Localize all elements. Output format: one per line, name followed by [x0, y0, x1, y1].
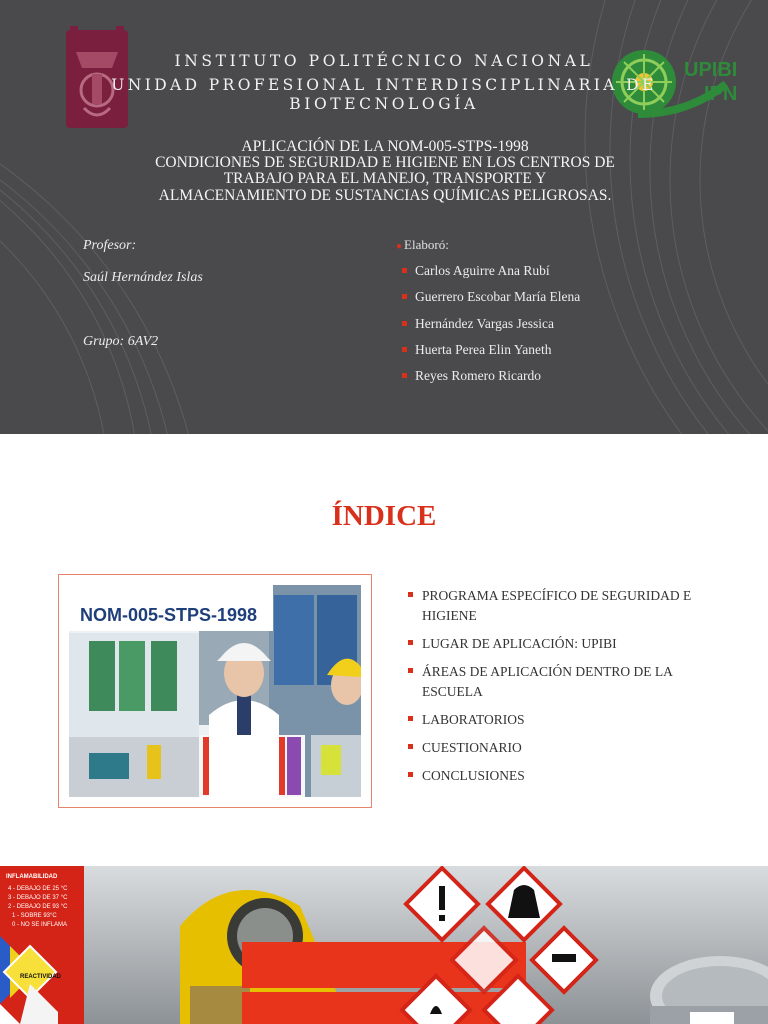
prepared-by-label: Elaboró: [404, 237, 449, 252]
nfpa-line: 2 - DEBAJO DE 93 °C [8, 904, 68, 910]
author-item [402, 341, 580, 367]
nfpa-line: 1 - SOBRE 93°C [12, 913, 57, 919]
title-line-3: TRABAJO PARA EL MANEJO, TRANSPORTE Y [223, 170, 547, 187]
author-name: Reyes Romero Ricardo [415, 368, 541, 384]
nom-image-title: NOM-005-STPS-1998 [80, 605, 258, 625]
index-slide [0, 434, 768, 867]
index-item [408, 766, 728, 786]
bullet-icon: ● [396, 241, 403, 252]
author-name: Carlos Aguirre Ana Rubí [415, 263, 550, 278]
index-item-label: PROGRAMA ESPECÍFICO DE SEGURIDAD E HIGIENE [422, 588, 692, 623]
author-name: Hernández Vargas Jessica [415, 315, 554, 331]
nom-image-frame [58, 574, 372, 808]
upibi-logo-text: UPIBI [684, 59, 738, 81]
professor-name: Saúl Hernández Islas [83, 270, 203, 285]
author-name: Huerta Perea Elin Yaneth [415, 341, 552, 357]
nom-image [69, 585, 361, 797]
bullet-icon [408, 640, 413, 645]
ipn-logo-text: IPN [704, 83, 738, 105]
author-list [402, 262, 580, 393]
nfpa-line: 0 - NO SE INFLAMA [12, 922, 68, 928]
index-item [408, 586, 728, 626]
index-item-label: LUGAR DE APLICACIÓN: UPIBI [422, 636, 617, 651]
bullet-icon [408, 772, 413, 777]
index-item [408, 662, 728, 702]
bullet-icon [402, 321, 407, 326]
index-item-label: LABORATORIOS [422, 712, 525, 727]
author-item [402, 367, 580, 393]
author-item [402, 315, 580, 341]
title-slide [0, 0, 768, 434]
group-label: Grupo: 6AV2 [83, 334, 159, 349]
bullet-icon [408, 716, 413, 721]
nfpa-header: INFLAMABILIDAD [6, 874, 58, 880]
index-item [408, 710, 728, 730]
bullet-icon [408, 592, 413, 597]
nfpa-reactivity-label: REACTIVIDAD [20, 974, 62, 980]
title-line-2: CONDICIONES DE SEGURIDAD E HIGIENE EN LOS CENTROS DE [155, 154, 615, 171]
author-name: Guerrero Escobar María Elena [415, 289, 581, 305]
bullet-icon [402, 373, 407, 378]
bullet-icon [402, 268, 407, 273]
title-line-4: ALMACENAMIENTO DE SUSTANCIAS QUÍMICAS PELIGROSAS. [158, 187, 612, 204]
index-item-label: CONCLUSIONES [422, 768, 525, 783]
index-item-label: ÁREAS DE APLICACIÓN DENTRO DE LA ESCUELA [422, 664, 673, 699]
author-item [402, 262, 580, 288]
nfpa-line: 4 - DEBAJO DE 25 °C [8, 886, 68, 892]
index-item-label: CUESTIONARIO [422, 740, 522, 755]
prepared-by [396, 237, 449, 253]
index-item [408, 738, 728, 758]
title-line-1: APLICACIÓN DE LA NOM-005-STPS-1998 [241, 138, 529, 155]
author-item [402, 288, 580, 314]
index-heading: ÍNDICE [331, 500, 437, 532]
bullet-icon [402, 294, 407, 299]
professor-label: Profesor: [83, 238, 137, 253]
index-list [408, 586, 728, 794]
bullet-icon [402, 347, 407, 352]
bullet-icon [408, 668, 413, 673]
bullet-icon [408, 744, 413, 749]
nfpa-line: 3 - DEBAJO DE 37 °C [8, 895, 68, 901]
hazard-collage [0, 866, 768, 1024]
hazard-slide [0, 866, 768, 1024]
unit-name-line1: UNIDAD PROFESIONAL INTERDISCIPLINARIA DE [111, 76, 657, 94]
unit-name-line2: BIOTECNOLOGÍA [289, 95, 479, 113]
institution-name: INSTITUTO POLITÉCNICO NACIONAL [174, 52, 594, 70]
index-item [408, 634, 728, 654]
